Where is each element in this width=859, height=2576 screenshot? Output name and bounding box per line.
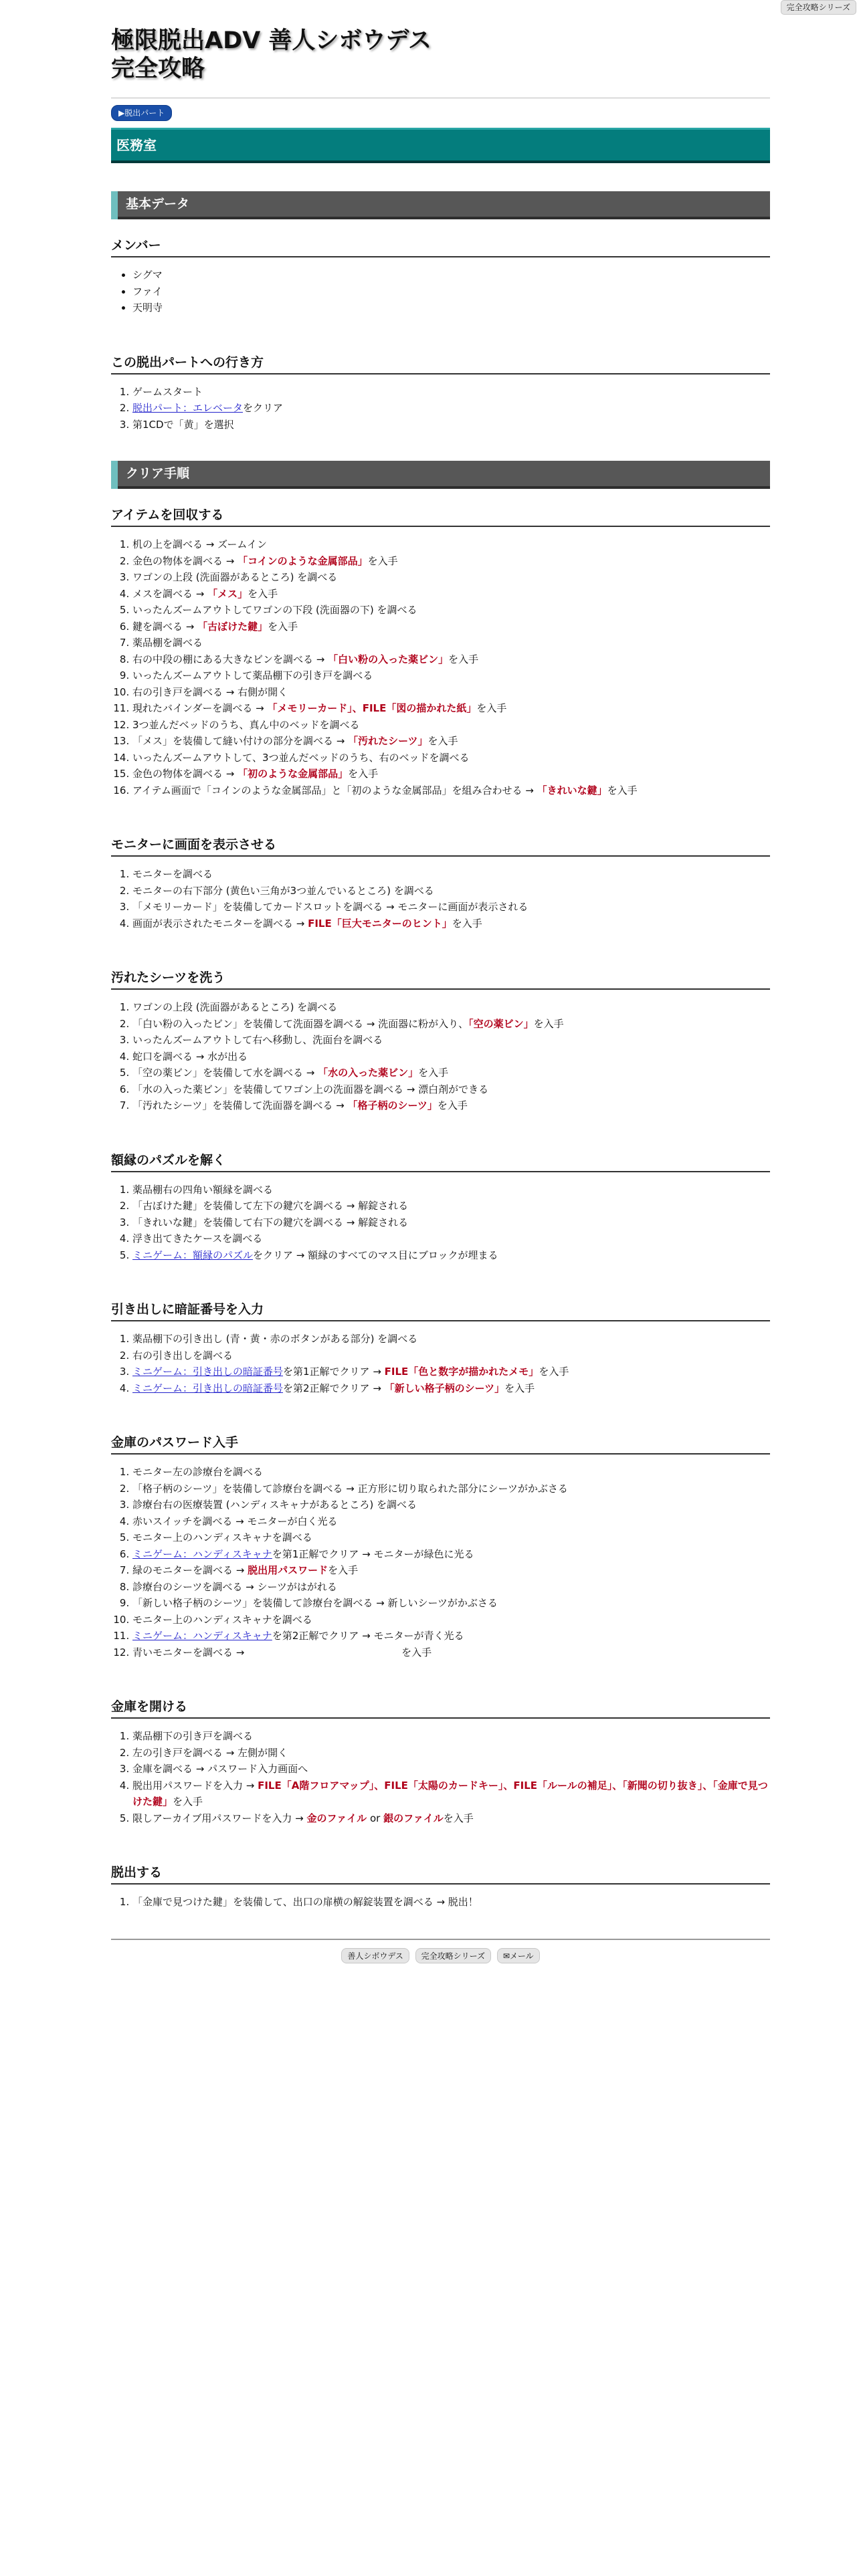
item-highlight: 「コインのような金属部品」 (237, 554, 368, 567)
step (132, 1016, 770, 1033)
step: 1. 薬品棚下の引き出し (青・黄・赤のボタンがある部分) を調べる (132, 1331, 770, 1348)
safe-open-heading: 金庫を開ける (111, 1697, 770, 1719)
step: 7. 薬品棚を調べる (132, 635, 770, 651)
step: 2. モニターの右下部分 (黄色い三角が3つ並んでいるところ) を調べる (132, 883, 770, 899)
step (132, 1364, 770, 1380)
step-text: を入手 (448, 653, 479, 665)
safe-password-list (111, 1464, 770, 1660)
step-text: 「汚れたシーツ」を装備して洗面器を調べる → (132, 1099, 348, 1111)
step-text: 金色の物体を調べる → (132, 768, 238, 780)
step: 3. ワゴンの上段 (洗面器があるところ) を調べる (132, 569, 770, 586)
member-item: • シグマ (132, 267, 770, 284)
step (132, 1380, 770, 1397)
item-highlight: FILE「巨大モニターのヒント」 (308, 917, 452, 930)
step-text: 緑のモニターを調べる → (132, 1564, 248, 1576)
monitor-heading: モニターに画面を表示させる (111, 835, 770, 857)
route-heading: この脱出パートへの行き方 (111, 352, 770, 374)
step-text: or (367, 1812, 384, 1824)
escape-part-button[interactable]: ▶脱出パート (111, 105, 172, 121)
step-text: 右の中段の棚にある大きなビンを調べる → (132, 653, 328, 665)
step: 12. 3つ並んだベッドのうち、真ん中のベッドを調べる (132, 717, 770, 734)
step: 3. 「きれいな鍵」を装備して右下の鍵穴を調べる → 解錠される (132, 1214, 770, 1231)
step: 10. モニター上のハンディスキャナを調べる (132, 1612, 770, 1628)
room-title: 医務室 (111, 128, 770, 163)
step-text: を第1正解でクリア → (283, 1366, 385, 1378)
link-handy-scanner[interactable]: ミニゲーム：ハンディスキャナ (132, 1630, 272, 1642)
step-text: 画面が表示されたモニターを調べる → (132, 917, 308, 930)
step-text: を入手 (607, 784, 638, 796)
step-text: を入手 (452, 917, 482, 930)
route-step: 1. ゲームスタート (132, 384, 770, 401)
page-title (111, 27, 770, 83)
link-frame-puzzle[interactable]: ミニゲーム：額縁のパズル (132, 1249, 254, 1261)
step (132, 1097, 770, 1114)
main-content (111, 0, 770, 1963)
drawer-list (111, 1331, 770, 1396)
step: 5. いったんズームアウトしてワゴンの下段 (洗面器の下) を調べる (132, 602, 770, 619)
members-list (111, 267, 770, 316)
step (132, 733, 770, 750)
items-list (111, 536, 770, 798)
step: 2. 右の引き出しを調べる (132, 1348, 770, 1364)
step (132, 700, 770, 717)
series-badge[interactable]: 完全攻略シリーズ (781, 0, 856, 15)
sheet-list (111, 999, 770, 1114)
step: 4. 蛇口を調べる → 水が出る (132, 1049, 770, 1065)
item-highlight: 「きれいな鍵」 (537, 784, 607, 796)
step-text: 「メス」を装備して縫い付けの部分を調べる → (132, 735, 349, 747)
route-list (111, 384, 770, 433)
step (132, 1644, 770, 1661)
item-highlight: 脱出用パスワード (248, 1564, 328, 1576)
step-text: をクリア → 額縁のすべてのマス目にブロックが埋まる (253, 1249, 498, 1261)
basic-data-section: 基本データ (111, 191, 770, 219)
step-text: を入手 (401, 1646, 432, 1658)
item-highlight: 「メス」 (207, 587, 248, 600)
step-text: 限しアーカイブ用パスワードを入力 → (132, 1812, 307, 1824)
item-highlight: 「汚れたシーツ」 (348, 735, 428, 747)
step: 2. 「古ぼけた鍵」を装備して左下の鍵穴を調べる → 解錠される (132, 1198, 770, 1214)
clear-steps-section: クリア手順 (111, 461, 770, 489)
step-text: 「白い粉の入ったビン」を装備して洗面器を調べる → 洗面器に粉が入り、 (132, 1017, 469, 1030)
page-title-line1: 極限脱出ADV 善人シボウデス (111, 27, 432, 54)
step-text: を入手 (533, 1017, 564, 1030)
step-text: を第2正解でクリア → モニターが青く光る (272, 1630, 464, 1642)
route-step-text: をクリア (243, 402, 284, 414)
step-text: 金色の物体を調べる → (132, 554, 238, 567)
step (132, 916, 770, 932)
escape-list (111, 1894, 770, 1911)
step-text: を第2正解でクリア → (283, 1382, 385, 1394)
route-step: 3. 第1CDで「黄」を選択 (132, 417, 770, 433)
step (132, 1546, 770, 1563)
step: 6. 「水の入った薬ビン」を装備してワゴン上の洗面器を調べる → 漂白剤ができる (132, 1081, 770, 1098)
link-handy-scanner[interactable]: ミニゲーム：ハンディスキャナ (132, 1547, 272, 1560)
item-highlight: 「初のような金属部品」 (237, 768, 349, 780)
link-elevator-part[interactable]: 脱出パート：エレベータ (132, 402, 244, 414)
escape-heading: 脱出する (111, 1862, 770, 1885)
step: 2. 「格子柄のシーツ」を装備して診療台を調べる → 正方形に切り取られた部分にシーツがかぶさる (132, 1481, 770, 1497)
step: 3. 「メモリーカード」を装備してカードスロットを調べる → モニターに画面が表示される (132, 899, 770, 916)
safe-open-list (111, 1728, 770, 1826)
link-drawer-code[interactable]: ミニゲーム：引き出しの暗証番号 (132, 1366, 284, 1378)
step-text: を入手 (476, 702, 507, 714)
item-highlight: 「空の薬ビン」 (468, 1017, 534, 1030)
item-highlight: FILE「A階フロアマップ」、FILE「太陽のカードキー」、FILE「ルールの補足」、「新聞の切り抜き」、「金庫で見つけた鍵」 (132, 1779, 768, 1808)
drawer-heading: 引き出しに暗証番号を入力 (111, 1299, 770, 1321)
footer-link-mail[interactable]: ✉メール (497, 1948, 540, 1963)
step: 8. 診療台のシーツを調べる → シーツがはがれる (132, 1579, 770, 1596)
step: 1. ワゴンの上段 (洗面器があるところ) を調べる (132, 999, 770, 1016)
footer (111, 1948, 770, 1963)
step: 5. モニター上のハンディスキャナを調べる (132, 1529, 770, 1546)
step-text: を入手 (427, 735, 458, 747)
step-text: メスを調べる → (132, 587, 208, 600)
step-text: 現れたバインダーを調べる → (132, 702, 268, 714)
step: 9. 「新しい格子柄のシーツ」を装備して診療台を調べる → 新しいシーツがかぶさる (132, 1595, 770, 1612)
monitor-list (111, 866, 770, 932)
step: 1. 「金庫で見つけた鍵」を装備して、出口の扉横の解錠装置を調べる → 脱出！ (132, 1894, 770, 1911)
step-text: を入手 (418, 1067, 449, 1079)
step: 1. 机の上を調べる → ズームイン (132, 536, 770, 553)
step (132, 1778, 770, 1810)
step: 1. 薬品棚下の引き戸を調べる (132, 1728, 770, 1745)
step-text: を入手 (248, 587, 278, 600)
route-step (132, 400, 770, 417)
step-text: を入手 (367, 554, 398, 567)
step-text: を入手 (539, 1366, 569, 1378)
item-highlight: 「水の入った薬ビン」 (318, 1067, 419, 1079)
footer-divider (111, 1939, 770, 1940)
step: 3. いったんズームアウトして右へ移動し、洗面台を調べる (132, 1032, 770, 1049)
item-highlight: 金のファイル (306, 1812, 367, 1824)
items-heading: アイテムを回収する (111, 505, 770, 527)
step: 1. モニター左の診療台を調べる (132, 1464, 770, 1481)
member-item: • ファイ (132, 284, 770, 300)
footer-link-game[interactable]: 善人シボウデス (341, 1948, 409, 1963)
step: 9. いったんズームアウトして薬品棚下の引き戸を調べる (132, 667, 770, 684)
step-text: アイテム画面で「コインのような金属部品」と「初のような金属部品」を組み合わせる → (132, 784, 537, 796)
step (132, 766, 770, 782)
step: 14. いったんズームアウトして、3つ並んだベッドのうち、右のベッドを調べる (132, 750, 770, 766)
item-highlight: 「白い粉の入った薬ビン」 (328, 653, 449, 665)
step-text: を入手 (328, 1564, 359, 1576)
item-highlight: 「新しい格子柄のシーツ」 (384, 1382, 505, 1394)
step-text: を入手 (437, 1099, 468, 1111)
step: 2. 左の引き戸を調べる → 左側が開く (132, 1745, 770, 1761)
step: 3. 金庫を調べる → パスワード入力画面へ (132, 1761, 770, 1778)
item-highlight: 銀のファイル (383, 1812, 444, 1824)
step: 4. 浮き出てきたケースを調べる (132, 1230, 770, 1247)
item-highlight: 「古ぼけた鍵」 (197, 620, 268, 633)
step (132, 586, 770, 603)
item-highlight: 「メモリーカード」、FILE「図の描かれた紙」 (267, 702, 477, 714)
step: 1. モニターを調べる (132, 866, 770, 883)
link-drawer-code[interactable]: ミニゲーム：引き出しの暗証番号 (132, 1382, 284, 1394)
step-text: を入手 (173, 1796, 203, 1808)
page-title-line2: 完全攻略 (111, 56, 205, 82)
step (132, 553, 770, 570)
step-text: を入手 (504, 1382, 535, 1394)
step: 1. 薬品棚右の四角い額縁を調べる (132, 1182, 770, 1198)
item-highlight: 「格子柄のシーツ」 (347, 1099, 438, 1111)
step (132, 782, 770, 799)
step-text: 鍵を調べる → (132, 620, 198, 633)
step: 3. 診療台右の医療装置 (ハンディスキャナがあるところ) を調べる (132, 1497, 770, 1513)
step (132, 1247, 770, 1264)
step (132, 1065, 770, 1081)
step (132, 1628, 770, 1644)
step (132, 619, 770, 635)
frame-heading: 額縁のパズルを解く (111, 1150, 770, 1172)
member-item: • 天明寺 (132, 300, 770, 316)
item-highlight: FILE「色と数字が描かれたメモ」 (384, 1366, 539, 1378)
step-text: 「空の薬ビン」を装備して水を調べる → (132, 1067, 318, 1079)
footer-link-series[interactable]: 完全攻略シリーズ (415, 1948, 491, 1963)
step-text: を入手 (348, 768, 379, 780)
step (132, 1810, 770, 1827)
step-text: を第1正解でクリア → モニターが緑色に光る (272, 1547, 474, 1560)
step: 10. 右の引き戸を調べる → 右側が開く (132, 684, 770, 701)
sheet-heading: 汚れたシーツを洗う (111, 968, 770, 990)
frame-list (111, 1182, 770, 1264)
step (132, 651, 770, 668)
step-text: 脱出用パスワードを入力 → (132, 1779, 258, 1792)
step (132, 1562, 770, 1579)
safe-password-heading: 金庫のパスワード入手 (111, 1432, 770, 1455)
step-text: を入手 (268, 620, 298, 633)
step-text: 青いモニターを調べる → (132, 1646, 248, 1658)
step: 4. 赤いスイッチを調べる → モニターが白く光る (132, 1513, 770, 1530)
members-heading: メンバー (111, 235, 770, 257)
step-text: を入手 (443, 1812, 474, 1824)
